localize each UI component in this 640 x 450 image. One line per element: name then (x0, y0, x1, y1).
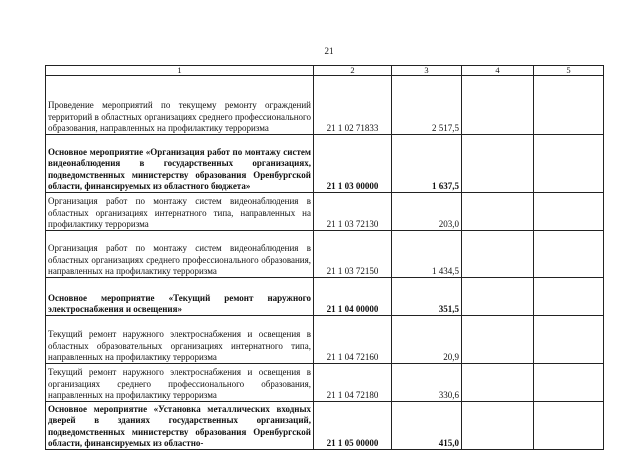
row-col4-cell (462, 193, 534, 231)
row-name-cell: Основное мероприятие «Установка металлических входных дверей в зданиях государственных организаций, подведомственных министерству образования Оренбургской области, финансируемых из областно- (46, 402, 314, 450)
row-col4-cell (462, 316, 534, 364)
table-row (46, 316, 604, 364)
row-col4-cell (462, 278, 534, 316)
row-name-cell: Текущий ремонт наружного электроснабжения и освещения в организациях среднего профессионального образования, направленных на профилактику терроризма (46, 364, 314, 402)
column-header-3: 3 (392, 66, 462, 76)
table-row (46, 76, 604, 135)
row-code-cell: 21 1 04 72160 (314, 316, 392, 364)
row-code-cell: 21 1 03 00000 (314, 135, 392, 193)
row-col5-cell (534, 278, 604, 316)
row-amount-cell: 330,6 (392, 364, 462, 402)
row-name-cell: Организация работ по монтажу систем видеонаблюдения в областных организациях среднего профессионального образования, направленных на профилактику терроризма (46, 231, 314, 278)
row-col4-cell (462, 76, 534, 135)
row-amount-cell: 351,5 (392, 278, 462, 316)
row-name-cell: Основное мероприятие «Организация работ по монтажу систем видеонаблюдения в государственных организациях, подведомственных министерству образования Оренбургской области, финансируемых из областного бюджета» (46, 135, 314, 193)
page-number: 21 (324, 46, 334, 56)
row-amount-cell: 20,9 (392, 316, 462, 364)
row-col5-cell (534, 364, 604, 402)
row-col4-cell (462, 364, 534, 402)
row-col5-cell (534, 76, 604, 135)
column-header-4: 4 (462, 66, 534, 76)
row-col4-cell (462, 135, 534, 193)
row-code-cell: 21 1 03 72150 (314, 231, 392, 278)
row-code-cell: 21 1 02 71833 (314, 76, 392, 135)
row-amount-cell: 203,0 (392, 193, 462, 231)
table-header-row (46, 66, 604, 76)
row-name-cell: Организация работ по монтажу систем видеонаблюдения в областных организациях интернатного типа, направленных на профилактику терроризма (46, 193, 314, 231)
row-col4-cell (462, 231, 534, 278)
row-col5-cell (534, 316, 604, 364)
row-code-cell: 21 1 04 00000 (314, 278, 392, 316)
row-col5-cell (534, 231, 604, 278)
row-name-cell: Основное мероприятие «Текущий ремонт наружного электроснабжения и освещения» (46, 278, 314, 316)
table-row (46, 364, 604, 402)
row-code-cell: 21 1 04 72180 (314, 364, 392, 402)
table-row (46, 135, 604, 193)
table-row (46, 278, 604, 316)
row-col5-cell (534, 402, 604, 450)
column-header-1: 1 (46, 66, 314, 76)
row-amount-cell: 2 517,5 (392, 76, 462, 135)
table-row (46, 193, 604, 231)
row-name-cell: Проведение мероприятий по текущему ремонту ограждений территорий в областных организациях среднего профессионального образования, направленных на профилактику терроризма (46, 76, 314, 135)
row-code-cell: 21 1 03 72130 (314, 193, 392, 231)
row-amount-cell: 1 434,5 (392, 231, 462, 278)
row-col4-cell (462, 402, 534, 450)
column-header-5: 5 (534, 66, 604, 76)
row-amount-cell: 1 637,5 (392, 135, 462, 193)
row-amount-cell: 415,0 (392, 402, 462, 450)
row-col5-cell (534, 193, 604, 231)
row-name-cell: Текущий ремонт наружного электроснабжения и освещения в областных образовательных организациях интернатного типа, направленных на профилактику терроризма (46, 316, 314, 364)
budget-table (45, 65, 604, 450)
table-row (46, 231, 604, 278)
row-code-cell: 21 1 05 00000 (314, 402, 392, 450)
row-col5-cell (534, 135, 604, 193)
table-row (46, 402, 604, 450)
column-header-2: 2 (314, 66, 392, 76)
